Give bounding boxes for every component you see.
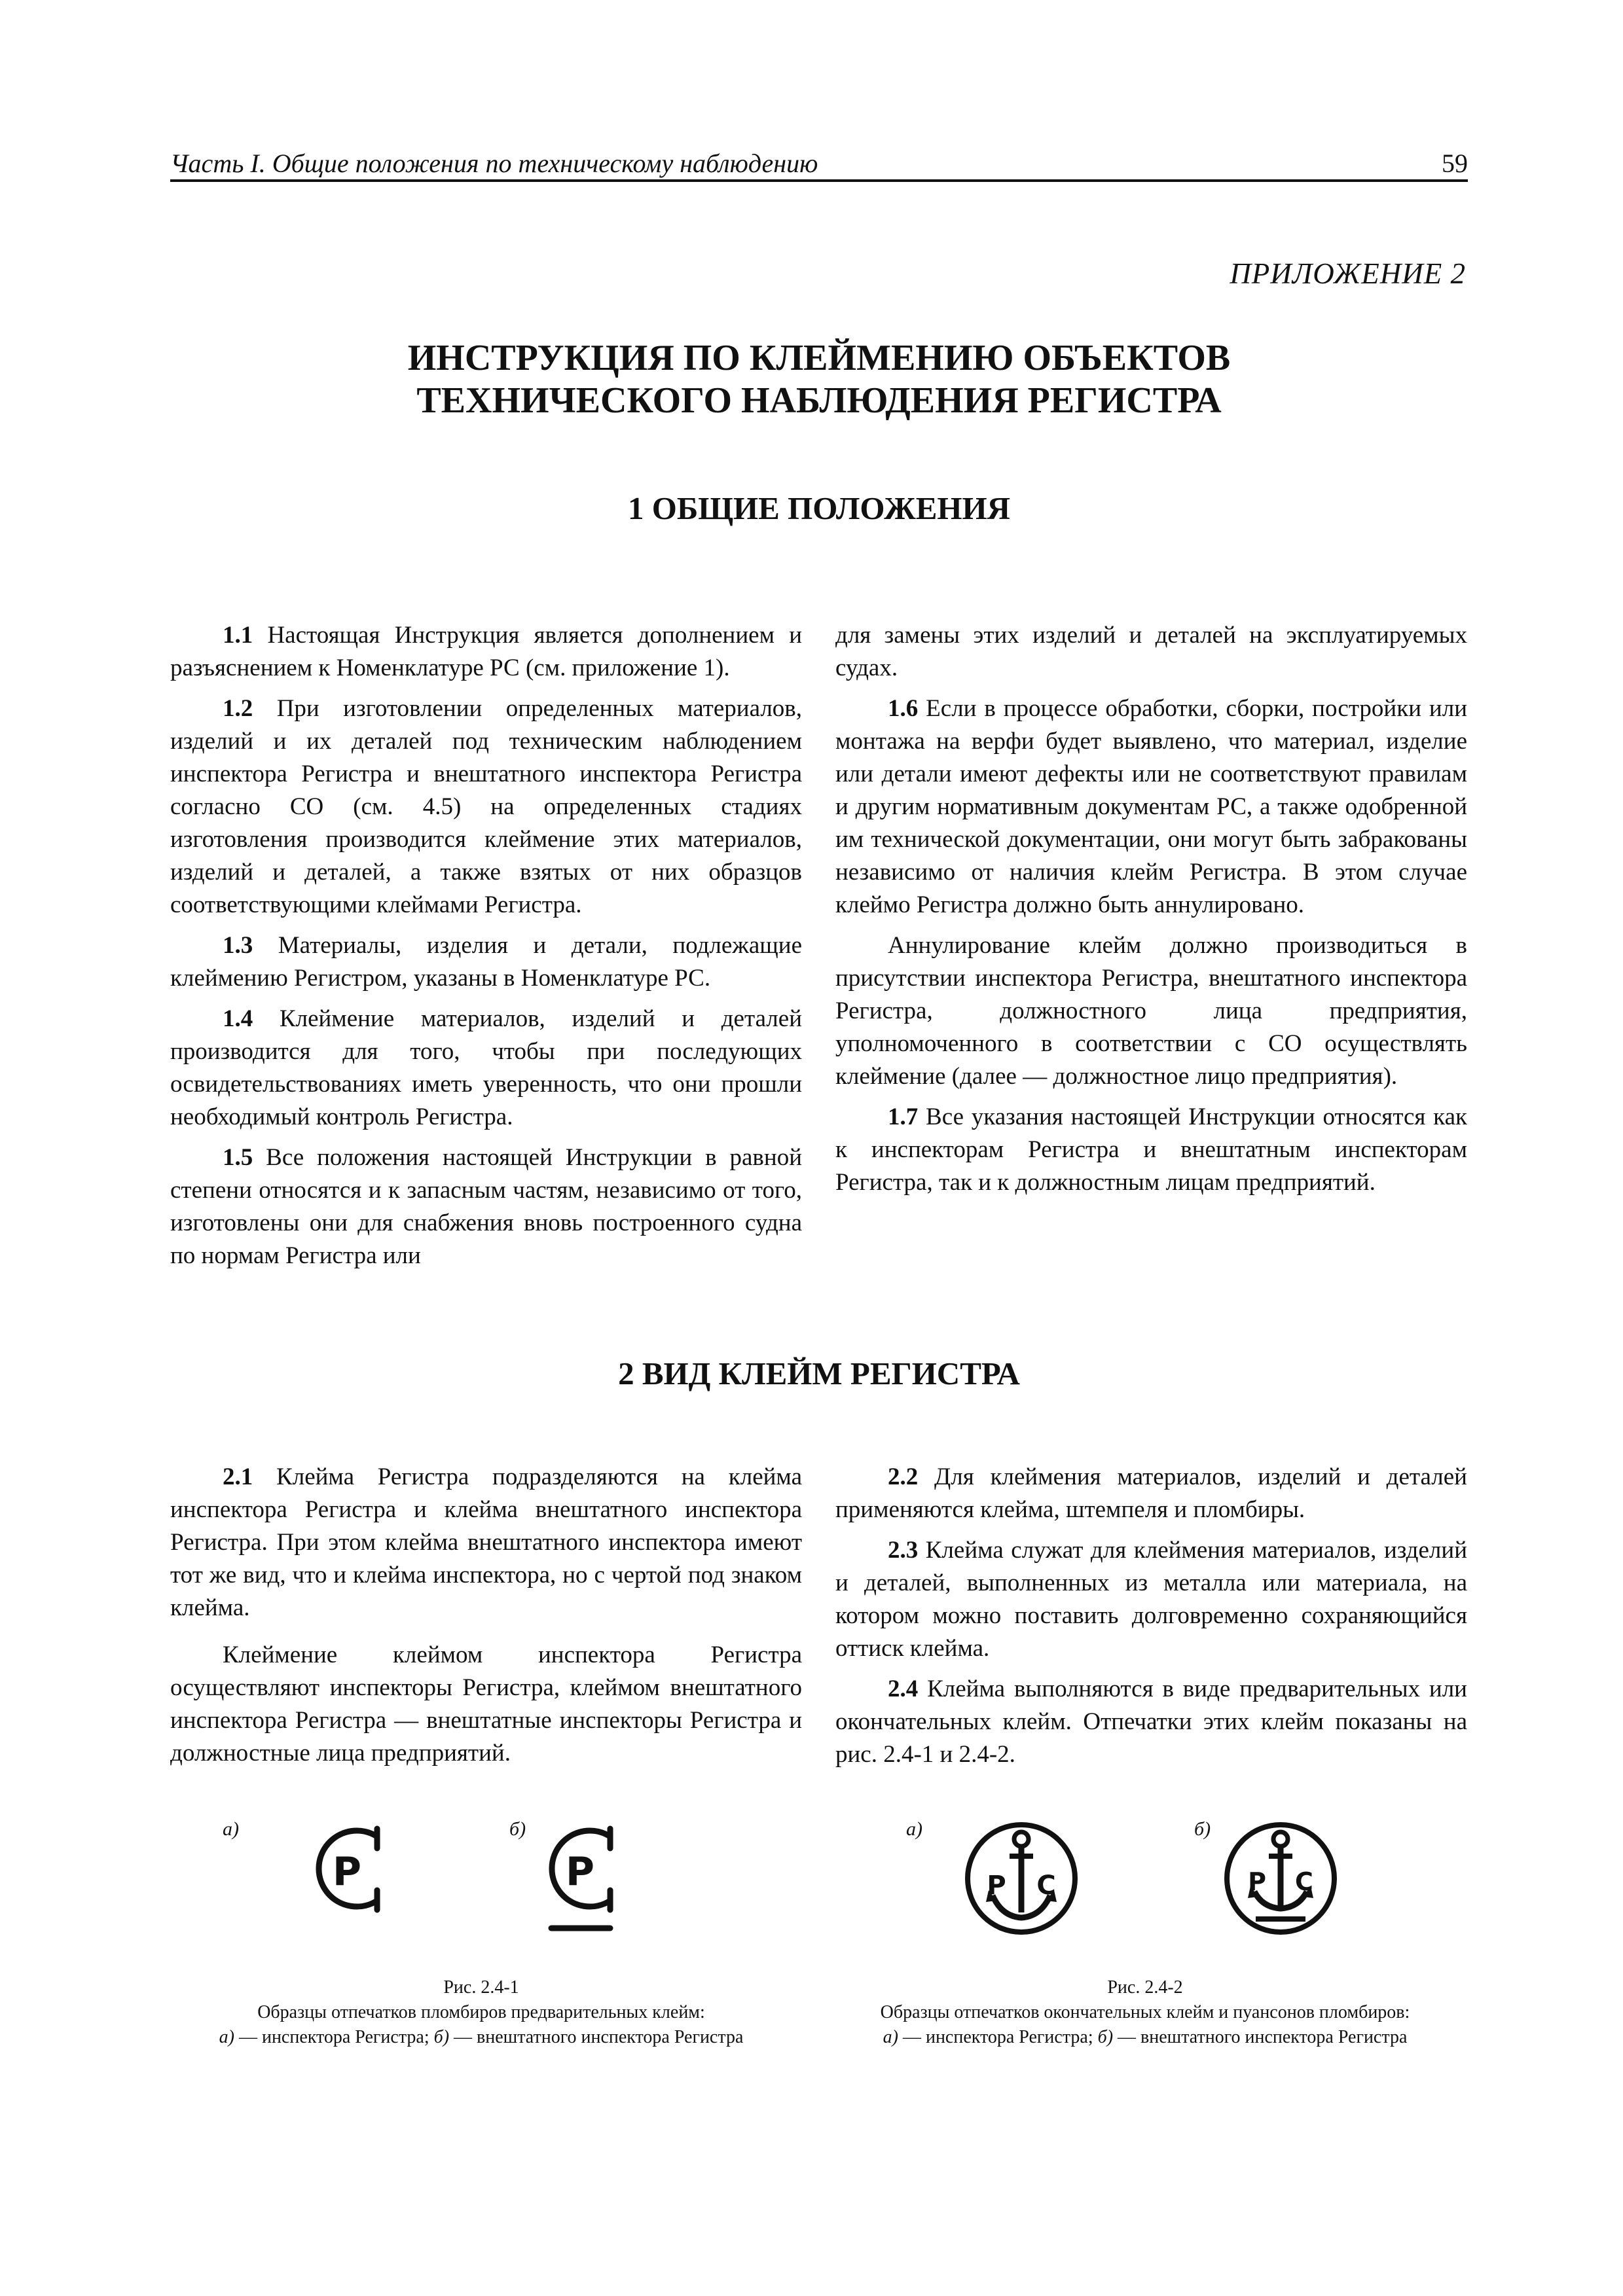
preliminary-stamp-nonstaff-inspector-icon: [537, 1820, 635, 1941]
paragraph-number: 1.1: [223, 622, 253, 649]
figure-2-label-b: б): [1194, 1818, 1211, 1840]
paragraph-1-1: 1.1 Настоящая Инструкция является дополнением и разъяснением к Номенклатуре РС (см. приложение 1).: [170, 622, 802, 681]
figure-1-caption-title: Рис. 2.4-1: [443, 1977, 519, 1998]
figure-2-caption-legend: а) — инспектора Регистра; б) — внештатного инспектора Регистра: [883, 2027, 1408, 2047]
preliminary-stamp-inspector-icon: [308, 1820, 399, 1928]
paragraph-number: 1.4: [223, 1005, 253, 1032]
paragraph-1-5: 1.5 Все положения настоящей Инструкции в равной степени относятся и к запасным частям, независимо от того, изготовлены они для снабжения вновь построенного судна по нормам Регистра или: [170, 1144, 802, 1269]
figure-2-caption: [821, 1975, 1469, 2050]
figure-2-caption-desc: Образцы отпечатков окончательных клейм и пуансонов пломбиров:: [880, 2002, 1410, 2022]
paragraph-1-7: 1.7 Все указания настоящей Инструкции относятся как к инспекторам Регистра и внештатным инспекторам Регистра, так и к должностным лицам предприятий.: [835, 1103, 1467, 1196]
appendix-label: ПРИЛОЖЕНИЕ 2: [1230, 257, 1466, 290]
stamp-letter-p: P: [1248, 1867, 1266, 1896]
paragraph-number: 1.2: [223, 695, 253, 722]
section-1-right-column: [835, 619, 1467, 1199]
paragraph-number: 2.4: [888, 1676, 919, 1702]
stamp-letter-c: C: [1036, 1871, 1056, 1901]
stamp-letter-p: P: [566, 1849, 594, 1895]
paragraph-number: 1.6: [888, 695, 919, 722]
section-1-left-column: [170, 619, 802, 1272]
paragraph-1-6: 1.6 Если в процессе обработки, сборки, постройки или монтажа на верфи будет выявлено, что материал, изделие или детали имеют дефекты или не соответствуют правилам и другим нормативным документам РС, а также одобренной им технической документации, они могут быть забракованы независимо от наличия клейм Регистра. В этом случае клеймо Регистра должно быть аннулировано.: [835, 695, 1467, 918]
paragraph-number: 1.7: [888, 1103, 919, 1130]
section-1-heading: 1 ОБЩИЕ ПОЛОЖЕНИЯ: [627, 490, 1011, 526]
paragraph-number: 1.5: [223, 1144, 253, 1171]
header-title: Часть I. Общие положения по техническому наблюдению: [170, 149, 818, 178]
paragraph-2-2: 2.2 Для клеймения материалов, изделий и деталей применяются клейма, штемпеля и пломбиры.: [835, 1463, 1467, 1523]
paragraph-branding: Клеймение клеймом инспектора Регистра осуществляют инспекторы Регистра, клеймом внештатного инспектора Регистра — внештатные инспекторы Регистра и должностные лица предприятий.: [170, 1641, 802, 1767]
figure-2-label-a: а): [906, 1818, 922, 1840]
running-header: [170, 145, 1468, 182]
document-title-line-2: ТЕХНИЧЕСКОГО НАБЛЮДЕНИЯ РЕГИСТРА: [416, 380, 1222, 421]
figure-1-label-a: а): [223, 1818, 239, 1840]
section-2-left-column: [170, 1461, 802, 1770]
paragraph-1-3: 1.3 Материалы, изделия и детали, подлежащие клеймению Регистром, указаны в Номенклатуре РС.: [170, 932, 802, 992]
paragraph-annulment: Аннулирование клейм должно производиться в присутствии инспектора Регистра, внештатного инспектора Регистра, должностного лица предприятия, уполномоченного в соответствии с СО осуществлять клеймение (далее — должностное лицо предприятия).: [835, 932, 1467, 1090]
figure-1-caption: [157, 1975, 805, 2050]
stamp-letter-c: C: [1295, 1867, 1313, 1896]
final-stamp-nonstaff-anchor-icon: [1222, 1820, 1340, 1937]
final-stamp-inspector-anchor-icon: [962, 1820, 1080, 1937]
section-2-right-column: [835, 1461, 1467, 1771]
section-2-heading: 2 ВИД КЛЕЙМ РЕГИСТРА: [618, 1355, 1020, 1391]
paragraph-2-3: 2.3 Клейма служат для клеймения материалов, изделий и деталей, выполненных из металла или материала, на котором можно поставить долговременно сохраняющийся оттиск клейма.: [835, 1537, 1467, 1662]
figure-1-caption-desc: Образцы отпечатков пломбиров предварительных клейм:: [257, 2002, 705, 2022]
figure-1-caption-legend: а) — инспектора Регистра; б) — внештатного инспектора Регистра: [219, 2027, 744, 2047]
document-title: [170, 337, 1468, 422]
stamp-letter-p: P: [987, 1871, 1006, 1901]
paragraph-1-5-continued: для замены этих изделий и деталей на эксплуатируемых судах.: [835, 622, 1467, 681]
paragraph-2-4: 2.4 Клейма выполняются в виде предварительных или окончательных клейм. Отпечатки этих клейм показаны на рис. 2.4-1 и 2.4-2.: [835, 1676, 1467, 1768]
figure-1-label-b: б): [509, 1818, 526, 1840]
paragraph-1-4: 1.4 Клеймение материалов, изделий и деталей производится для того, чтобы при последующих освидетельствованиях иметь уверенность, что они прошли необходимый контроль Регистра.: [170, 1005, 802, 1130]
paragraph-2-1: 2.1 Клейма Регистра подразделяются на клейма инспектора Регистра и клейма внештатного инспектора Регистра. При этом клейма внештатного инспектора имеют тот же вид, что и клейма инспектора, но с чертой под знаком клейма.: [170, 1463, 802, 1621]
paragraph-number: 2.2: [888, 1463, 919, 1490]
paragraph-number: 2.1: [223, 1463, 253, 1490]
document-title-line-1: ИНСТРУКЦИЯ ПО КЛЕЙМЕНИЮ ОБЪЕКТОВ: [407, 338, 1231, 378]
paragraph-1-2: 1.2 При изготовлении определенных материалов, изделий и их деталей под техническим наблюдением инспектора Регистра и внештатного инспектора Регистра согласно СО (см. 4.5) на определенных стадиях изготовления производится клеймение этих материалов, изделий и деталей, а также взятых от них образцов соответствующими клеймами Регистра.: [170, 695, 802, 918]
paragraph-number: 1.3: [223, 932, 253, 959]
stamp-letter-p: P: [333, 1849, 361, 1895]
paragraph-number: 2.3: [888, 1537, 919, 1564]
figure-2-caption-title: Рис. 2.4-2: [1107, 1977, 1183, 1998]
page-number: 59: [1442, 149, 1468, 178]
